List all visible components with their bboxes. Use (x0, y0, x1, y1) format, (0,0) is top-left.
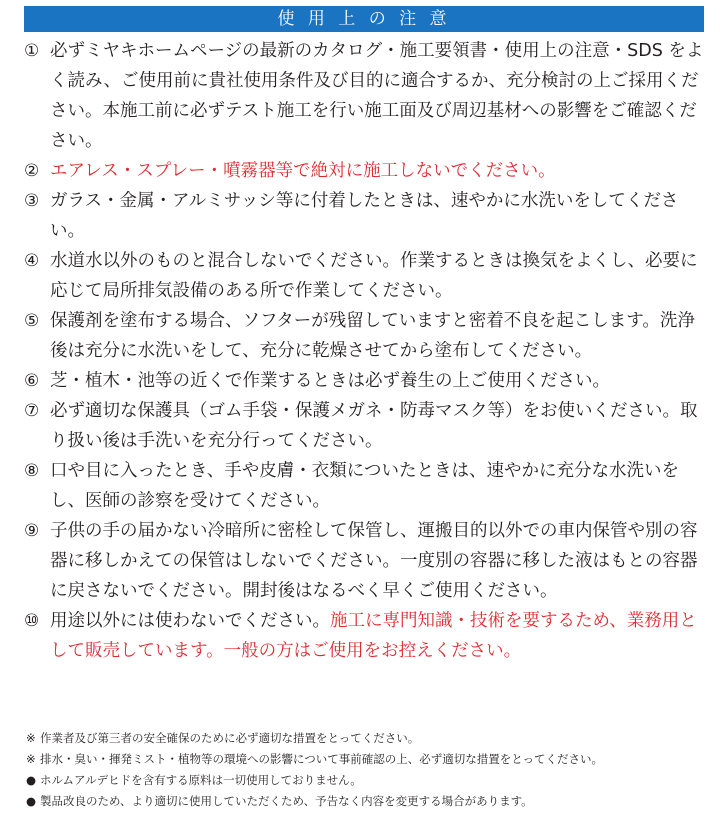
footnote (26, 770, 710, 791)
caution-item-8 (24, 456, 708, 516)
caution-item-5 (24, 306, 708, 366)
caution-item-4 (24, 246, 708, 306)
caution-item-1 (24, 36, 708, 156)
item-text: 水道水以外のものと混合しないでください。作業するときは換気をよくし、必要に応じて局所排気設備のある所で作業してください。 (50, 251, 698, 301)
item-text: 子供の手の届かない冷暗所に密栓して保管し、運搬目的以外での車内保管や別の容器に移しかえての保管はしないでください。一度別の容器に移した液はもとの容器に戻さないでください。開封後はなるべく早くご使用ください。 (50, 521, 698, 601)
note-text: 作業者及び第三者の安全確保のために必ず適切な措置をとってください。 (40, 731, 420, 745)
item-number: ③ (24, 191, 40, 211)
note-text: ホルムアルデヒドを含有する原料は一切使用しておりません。 (40, 773, 362, 787)
item-number: ① (24, 41, 40, 61)
footnote (26, 749, 710, 770)
footnotes (26, 728, 710, 812)
item-text: 必ずミヤキホームページの最新のカタログ・施工要領書・使用上の注意・SDS をよく読み、ご使用前に貴社使用条件及び目的に適合するか、充分検討の上ご採用ください。本施工前に必ずテスト施工を行い施工面及び周辺基材への影響をご確認ください。 (50, 41, 704, 151)
caution-list (24, 36, 708, 666)
item-text: 用途以外には使わないでください。 (50, 611, 330, 631)
item-text: 保護剤を塗布する場合、ソフターが残留していますと密着不良を起こします。洗浄後は充分に水洗いをして、充分に乾燥させてから塗布してください。 (50, 311, 695, 361)
bullet-icon: ● (26, 794, 37, 808)
item-number: ⑧ (24, 461, 40, 481)
note-text: 排水・臭い・揮発ミスト・植物等の環境への影響について事前確認の上、必ず適切な措置をとってください。 (40, 752, 604, 766)
item-number: ② (24, 161, 40, 181)
bullet-icon: ● (26, 773, 37, 787)
item-text: 必ず適切な保護具（ゴム手袋・保護メガネ・防毒マスク等）をお使いください。取り扱い後は手洗いを充分行ってください。 (50, 401, 698, 451)
caution-item-3 (24, 186, 708, 246)
caution-item-2 (24, 156, 708, 186)
item-text: 口や目に入ったとき、手や皮膚・衣類についたときは、速やかに充分な水洗いをし、医師の診察を受けてください。 (50, 461, 679, 511)
item-text: ガラス・金属・アルミサッシ等に付着したときは、速やかに水洗いをしてください。 (50, 191, 679, 241)
caution-item-6 (24, 366, 708, 396)
section-title: 使 用 上 の 注 意 (24, 6, 704, 32)
item-text: 芝・植木・池等の近くで作業するときは必ず養生の上ご使用ください。 (50, 371, 610, 391)
note-mark: ※ (26, 752, 36, 766)
note-mark: ※ (26, 731, 36, 745)
item-number: ⑤ (24, 311, 40, 331)
item-number: ④ (24, 251, 40, 271)
note-text: 製品改良のため、より適切に使用していただくため、予告なく内容を変更する場合があります。 (40, 794, 533, 808)
caution-item-9 (24, 516, 708, 606)
item-number: ⑩ (24, 611, 40, 631)
item-warning-text: 施工に専門知識・技術を要するため、業務用として販売しています。一般の方はご使用をお控えください。 (50, 611, 697, 661)
item-number: ⑦ (24, 401, 40, 421)
caution-item-7 (24, 396, 708, 456)
caution-item-10 (24, 606, 708, 666)
item-number: ⑨ (24, 521, 40, 541)
footnote (26, 728, 710, 749)
item-number: ⑥ (24, 371, 40, 391)
item-warning-text: エアレス・スプレー・噴霧器等で絶対に施工しないでください。 (50, 161, 556, 181)
footnote (26, 791, 710, 812)
